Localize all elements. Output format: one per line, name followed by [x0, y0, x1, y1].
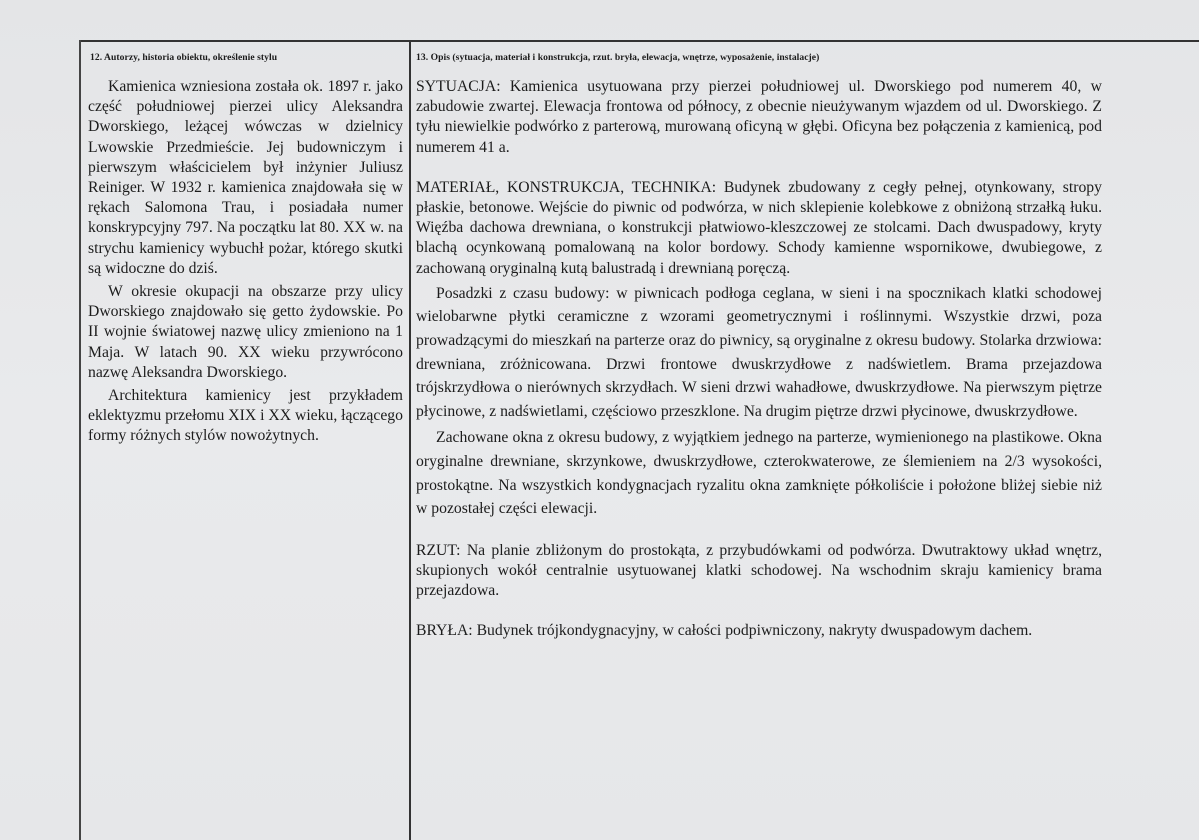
- bryla-paragraph: BRYŁA: Budynek trójkondygnacyjny, w całości podpiwniczony, nakryty dwuspadowym dachem.: [416, 622, 1033, 640]
- section-12-heading: 12. Autorzy, historia obiektu, określenie stylu: [90, 52, 278, 63]
- sytuacja-paragraph: SYTUACJA: Kamienica usytuowana przy pierzei południowej ul. Dworskiego pod numerem 40, w zabudowie zwartej. Elewacja frontowa od północy, z obecnie nieużywanym wjazdem od ul. Dworskiego. Z tyłu niewielkie podwórko z parterową, murowaną oficyną w głębi. Oficyna bez połączenia z kamienicą, pod numerem 41 a.: [416, 78, 1102, 156]
- right-column: [416, 52, 1102, 642]
- column-divider: [409, 40, 411, 840]
- history-paragraph-3: Architektura kamienicy jest przykładem eklektyzmu przełomu XIX i XX wieku, łączącego formy różnych stylów nowożytnych.: [88, 387, 403, 445]
- history-paragraph-1: Kamienica wzniesiona została ok. 1897 r. jako część południowej pierzei ulicy Aleksandra Dworskiego, leżącej wówczas w dzielnicy Lwowskie Przedmieście. Jej budowniczym i pierwszym właścicielem był inżynier Juliusz Reiniger. W 1932 r. kamienica znajdowała się w rękach Salomona Trau, i posiadała numer konskrypcyjny 797. Na początku lat 80. XX w. na strychu kamienicy wybuchł pożar, którego skutki są widoczne do dziś.: [88, 78, 403, 277]
- history-paragraph-2: W okresie okupacji na obszarze przy ulicy Dworskiego znajdowało się getto żydowskie. Po II wojnie światowej nazwę ulicy zmieniono na 1 Maja. W latach 90. XX wieku przywrócono nazwę Aleksandra Dworskiego.: [88, 283, 403, 381]
- left-rule: [79, 40, 81, 840]
- rzut-paragraph: RZUT: Na planie zbliżonym do prostokąta, z przybudówkami od podwórza. Dwutraktowy układ wnętrz, skupionych wokół centralnie usytuowanej klatki schodowej. Na wschodnim skraju kamienicy brama przejazdowa.: [416, 541, 1102, 600]
- top-rule: [79, 40, 1199, 42]
- okna-paragraph: Zachowane okna z okresu budowy, z wyjątkiem jednego na parterze, wymienionego na plastikowe. Okna oryginalne drewniane, skrzynkowe, dwuskrzydłowe, czterokwaterowe, ze ślemieniem na 2/3 wysokości, prostokątne. Na wszystkich kondygnacjach ryzalitu okna zamknięte półkoliście i położone bliżej siebie niż w pozostałej części elewacji.: [416, 429, 1102, 518]
- left-column: [88, 52, 403, 447]
- posadzki-paragraph: Posadzki z czasu budowy: w piwnicach podłoga ceglana, w sieni i na spocznikach klatki schodowej wielobarwne płytki ceramiczne z wzorami geometrycznymi i roślinnymi. Wszystkie drzwi, poza prowadzącymi do mieszkań na parterze oraz do piwnicy, są oryginalne z okresu budowy. Stolarka drzwiowa: drewniana, zróżnicowana. Drzwi frontowe dwuskrzydłowe z nadświetlem. Brama przejazdowa trójskrzydłowa o nierównych skrzydłach. W sieni drzwi wahadłowe, dwuskrzydłowe. Na pierwszym piętrze płycinowe, z nadświetlami, częściowo przeszklone. Na drugim piętrze drzwi płycinowe, dwuskrzydłowe.: [416, 284, 1102, 420]
- section-13-heading: 13. Opis (sytuacja, materiał i konstrukcja, rzut. bryła, elewacja, wnętrze, wyposażenie, instalacje): [416, 52, 820, 63]
- material-paragraph: MATERIAŁ, KONSTRUKCJA, TECHNIKA: Budynek zbudowany z cegły pełnej, otynkowany, stropy płaskie, betonowe. Wejście do piwnic od podwórza, w nich sklepienie kolebkowe z obniżoną strzałką łuku. Więźba dachowa drewniana, o konstrukcji płatwiowo-kleszczowej ze stolcami. Dach dwuspadowy, kryty blachą ocynkowaną pomalowaną na kolor bordowy. Schody kamienne wspornikowe, dwubiegowe, z zachowaną oryginalną kutą balustradą i drewnianą poręczą.: [416, 178, 1102, 277]
